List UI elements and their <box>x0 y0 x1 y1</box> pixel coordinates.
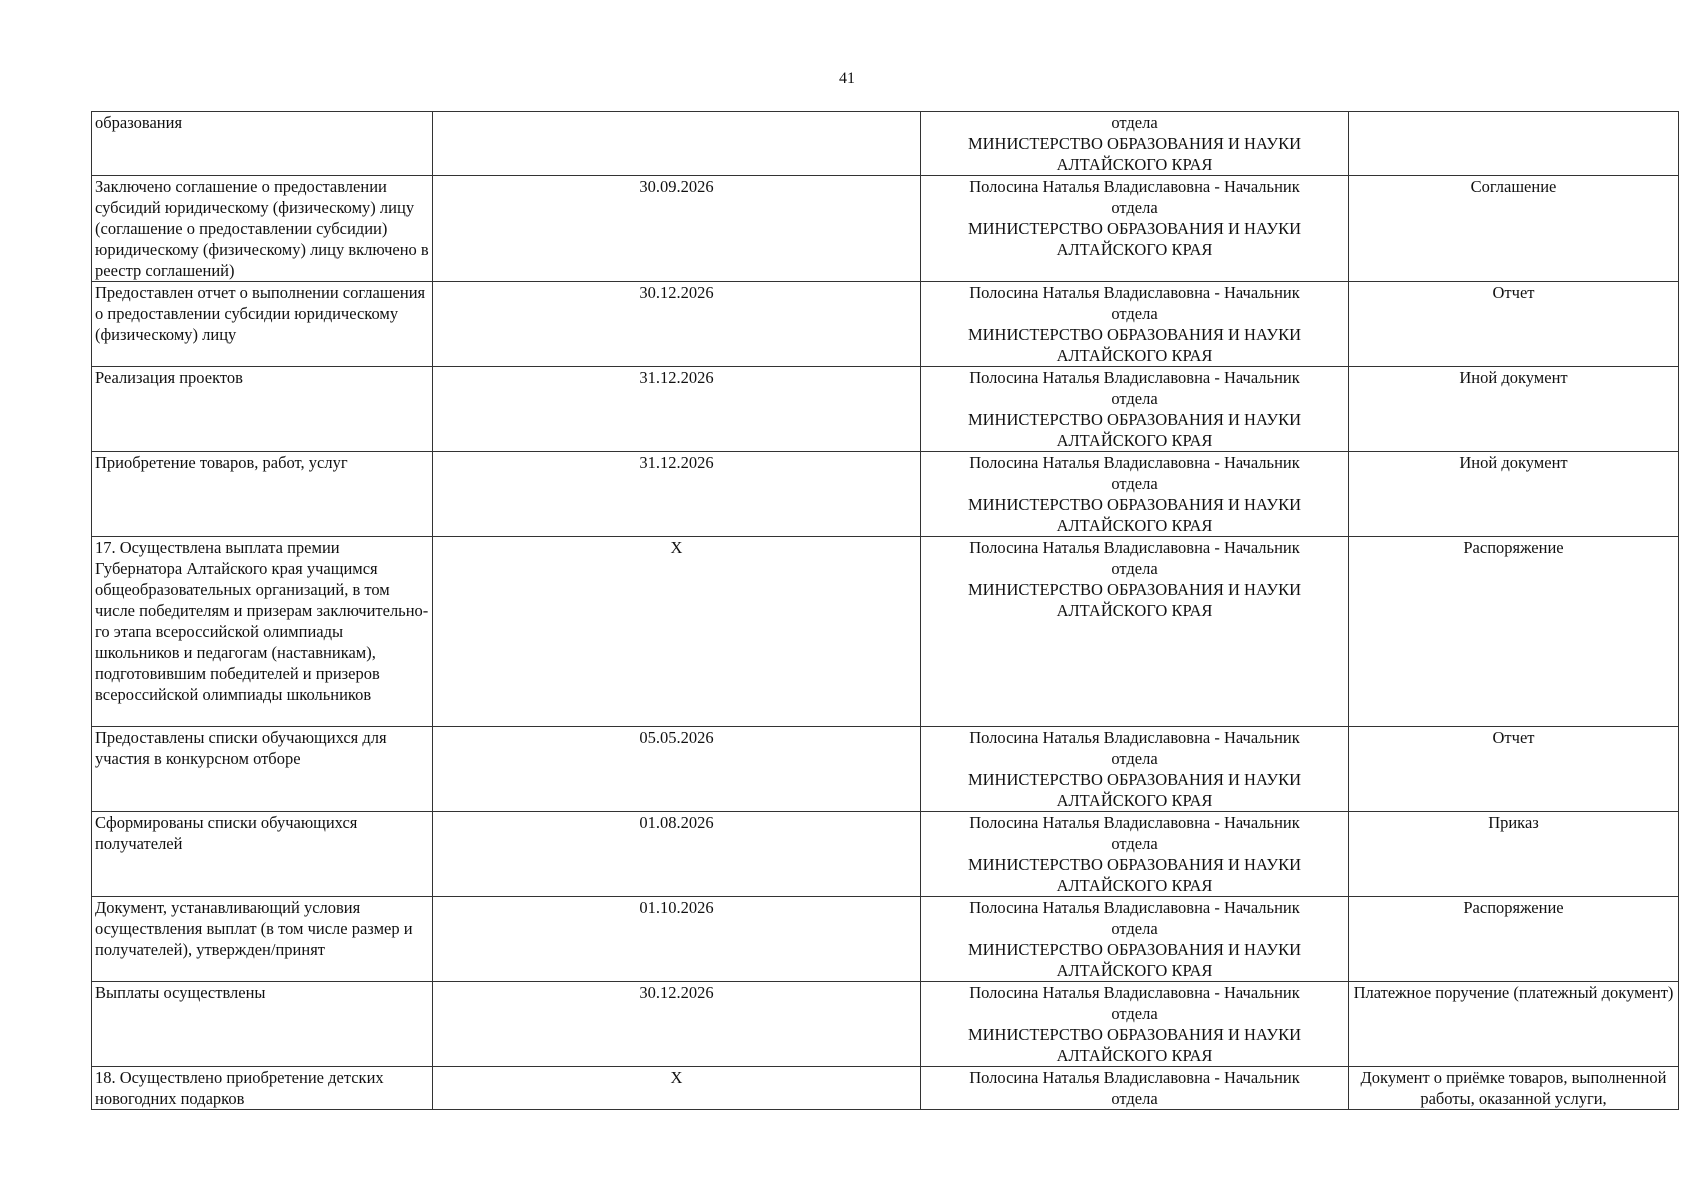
responsible-division: отдела <box>1111 749 1158 768</box>
responsible-cell <box>921 282 1349 367</box>
table-row <box>92 367 1679 452</box>
table-row <box>92 1067 1679 1110</box>
event-name-cell: Выплаты осуществлены <box>92 982 433 1067</box>
event-name-cell: Реализация проектов <box>92 367 433 452</box>
responsible-person: Полосина Наталья Владиславовна - Начальник <box>969 283 1300 302</box>
responsible-cell <box>921 897 1349 982</box>
responsible-division: отдела <box>1111 1089 1158 1108</box>
responsible-division: отдела <box>1111 474 1158 493</box>
event-name-cell: Предоставлены списки обучающихся для участия в конкурсном отборе <box>92 727 433 812</box>
responsible-cell <box>921 537 1349 727</box>
table-row <box>92 176 1679 282</box>
event-name-cell: 18. Осуществлено приобретение детских новогодних подарков <box>92 1067 433 1110</box>
responsible-ministry: МИНИСТЕРСТВО ОБРАЗОВАНИЯ И НАУКИ <box>967 1025 1302 1044</box>
responsible-ministry: МИНИСТЕРСТВО ОБРАЗОВАНИЯ И НАУКИ <box>967 770 1302 789</box>
document-type-cell: Отчет <box>1349 282 1679 367</box>
responsible-region: АЛТАЙСКОГО КРАЯ <box>1056 876 1213 895</box>
responsible-division: отдела <box>1111 198 1158 217</box>
event-name-cell: 17. Осуществлена выплата премии Губернатора Алтайского края учащимся общеобразовательных организаций, в том числе победителям и призерам заключительно-го этапа всероссийской олимпиады школьников и педагогам (наставникам), подготовившим победителей и призеров всероссийской олимпиады школьников <box>92 537 433 727</box>
date-cell: X <box>433 1067 921 1110</box>
responsible-cell <box>921 1067 1349 1110</box>
responsible-person: Полосина Наталья Владиславовна - Начальник <box>969 177 1300 196</box>
responsible-person: Полосина Наталья Владиславовна - Начальник <box>969 1068 1300 1087</box>
document-type-cell: Соглашение <box>1349 176 1679 282</box>
date-cell: 30.12.2026 <box>433 982 921 1067</box>
document-type-cell <box>1349 112 1679 176</box>
responsible-region: АЛТАЙСКОГО КРАЯ <box>1056 431 1213 450</box>
event-name-cell: образования <box>92 112 433 176</box>
document-type-cell: Распоряжение <box>1349 897 1679 982</box>
responsible-person: Полосина Наталья Владиславовна - Начальник <box>969 728 1300 747</box>
responsible-person: Полосина Наталья Владиславовна - Начальник <box>969 898 1300 917</box>
date-cell: 01.10.2026 <box>433 897 921 982</box>
document-type-cell: Платежное поручение (платежный документ) <box>1349 982 1679 1067</box>
responsible-region: АЛТАЙСКОГО КРАЯ <box>1056 961 1213 980</box>
responsible-cell <box>921 727 1349 812</box>
responsible-region: АЛТАЙСКОГО КРАЯ <box>1056 791 1213 810</box>
responsible-division: отдела <box>1111 389 1158 408</box>
responsible-region: АЛТАЙСКОГО КРАЯ <box>1056 1046 1213 1065</box>
responsible-person: Полосина Наталья Владиславовна - Начальник <box>969 453 1300 472</box>
date-cell: 30.09.2026 <box>433 176 921 282</box>
event-name-cell: Документ, устанавливающий условия осуществления выплат (в том числе размер и получателей), утвержден/принят <box>92 897 433 982</box>
responsible-region: АЛТАЙСКОГО КРАЯ <box>1056 346 1213 365</box>
responsible-ministry: МИНИСТЕРСТВО ОБРАЗОВАНИЯ И НАУКИ <box>967 219 1302 238</box>
document-type-cell: Документ о приёмке товаров, выполненной работы, оказанной услуги, <box>1349 1067 1679 1110</box>
table-row <box>92 812 1679 897</box>
table-row <box>92 537 1679 727</box>
responsible-cell <box>921 176 1349 282</box>
table-row <box>92 897 1679 982</box>
responsible-person: Полосина Наталья Владиславовна - Начальник <box>969 368 1300 387</box>
date-cell: 30.12.2026 <box>433 282 921 367</box>
responsible-region: АЛТАЙСКОГО КРАЯ <box>1056 516 1213 535</box>
responsible-division: отдела <box>1111 304 1158 323</box>
date-cell: 31.12.2026 <box>433 452 921 537</box>
responsible-division: отдела <box>1111 113 1158 132</box>
responsible-region: АЛТАЙСКОГО КРАЯ <box>1056 155 1213 174</box>
responsible-ministry: МИНИСТЕРСТВО ОБРАЗОВАНИЯ И НАУКИ <box>967 325 1302 344</box>
document-type-cell: Иной документ <box>1349 367 1679 452</box>
date-cell: 01.08.2026 <box>433 812 921 897</box>
responsible-cell <box>921 982 1349 1067</box>
table-row <box>92 982 1679 1067</box>
event-name-cell: Приобретение товаров, работ, услуг <box>92 452 433 537</box>
responsible-division: отдела <box>1111 834 1158 853</box>
table-row <box>92 112 1679 176</box>
event-name-cell: Сформированы списки обучающихся получателей <box>92 812 433 897</box>
responsible-ministry: МИНИСТЕРСТВО ОБРАЗОВАНИЯ И НАУКИ <box>967 410 1302 429</box>
event-name-cell: Предоставлен отчет о выполнении соглашения о предоставлении субсидии юридическому (физическому) лицу <box>92 282 433 367</box>
responsible-division: отдела <box>1111 919 1158 938</box>
date-cell: X <box>433 537 921 727</box>
responsible-ministry: МИНИСТЕРСТВО ОБРАЗОВАНИЯ И НАУКИ <box>967 134 1302 153</box>
responsible-ministry: МИНИСТЕРСТВО ОБРАЗОВАНИЯ И НАУКИ <box>967 855 1302 874</box>
document-type-cell: Отчет <box>1349 727 1679 812</box>
table-row <box>92 452 1679 537</box>
responsible-cell <box>921 812 1349 897</box>
document-type-cell: Иной документ <box>1349 452 1679 537</box>
responsible-person: Полосина Наталья Владиславовна - Начальник <box>969 813 1300 832</box>
date-cell: 31.12.2026 <box>433 367 921 452</box>
responsible-division: отдела <box>1111 1004 1158 1023</box>
document-type-cell: Приказ <box>1349 812 1679 897</box>
table-row <box>92 727 1679 812</box>
responsible-person: Полосина Наталья Владиславовна - Начальник <box>969 538 1300 557</box>
date-cell: 05.05.2026 <box>433 727 921 812</box>
responsible-ministry: МИНИСТЕРСТВО ОБРАЗОВАНИЯ И НАУКИ <box>967 940 1302 959</box>
responsible-person: Полосина Наталья Владиславовна - Начальник <box>969 983 1300 1002</box>
responsible-ministry: МИНИСТЕРСТВО ОБРАЗОВАНИЯ И НАУКИ <box>967 495 1302 514</box>
responsible-cell <box>921 452 1349 537</box>
document-type-cell: Распоряжение <box>1349 537 1679 727</box>
responsible-division: отдела <box>1111 559 1158 578</box>
date-cell <box>433 112 921 176</box>
plan-table <box>91 111 1679 1110</box>
responsible-cell <box>921 367 1349 452</box>
responsible-region: АЛТАЙСКОГО КРАЯ <box>1056 240 1213 259</box>
page-number: 41 <box>839 70 855 87</box>
responsible-region: АЛТАЙСКОГО КРАЯ <box>1056 601 1213 620</box>
responsible-cell <box>921 112 1349 176</box>
responsible-ministry: МИНИСТЕРСТВО ОБРАЗОВАНИЯ И НАУКИ <box>967 580 1302 599</box>
event-name-cell: Заключено соглашение о предоставлении субсидий юридическому (физическому) лицу (соглашение о предоставлении субсидии) юридическому (физическому) лицу включено в реестр соглашений) <box>92 176 433 282</box>
table-row <box>92 282 1679 367</box>
